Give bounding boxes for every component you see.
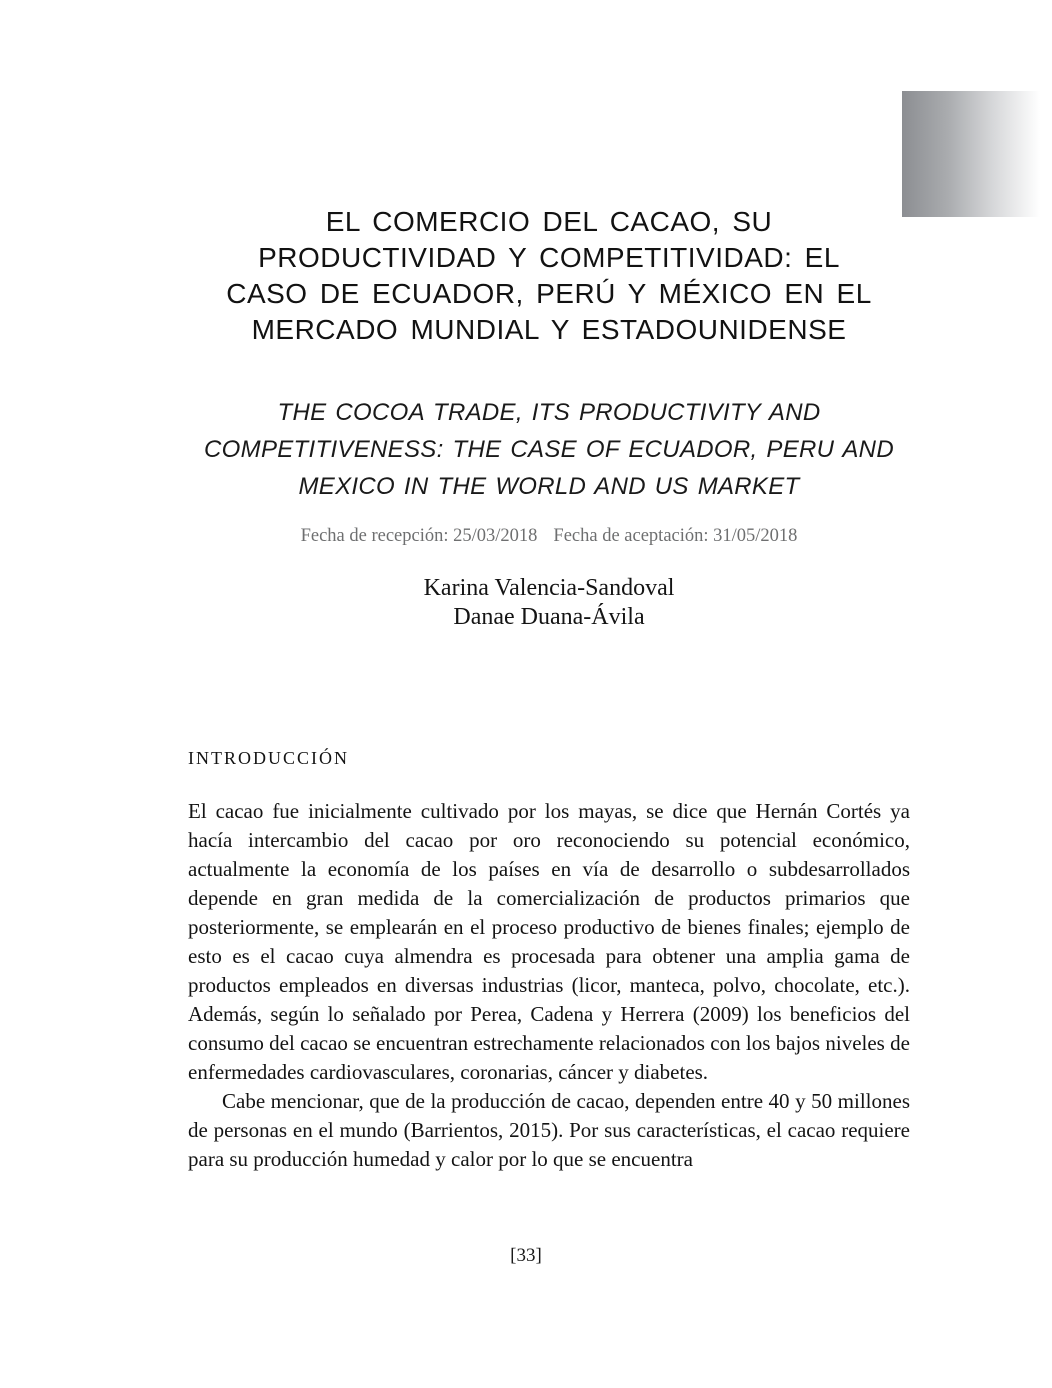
article-title-english xyxy=(188,394,910,505)
title-line: CASO DE ECUADOR, PERÚ Y MÉXICO EN EL xyxy=(226,278,872,309)
page-number: [33] xyxy=(510,1245,542,1266)
section-heading-introduction: INTRODUCCIÓN xyxy=(188,748,349,768)
dates-line xyxy=(188,523,910,549)
title-line: EL COMERCIO DEL CACAO, SU xyxy=(325,206,773,237)
reception-date: Fecha de recepción: 25/03/2018 xyxy=(300,526,538,546)
paragraph: El cacao fue inicialmente cultivado por los mayas, se dice que Hernán Cortés ya hacía intercambio del cacao por oro reconociendo su potencial económico, actualmente la economía de los países en vía de desarrollo o subdesarrollados depende en gran medida de la comercialización de productos primarios que posteriormente, se emplearán en el proceso productivo de bienes finales; ejemplo de esto es el cacao cuya almendra es procesada para obtener una amplia gama de productos empleados en diversas industrias (licor, manteca, polvo, chocolate, etc.). Además, según lo señalado por Perea, Cadena y Herrera (2009) los beneficios del consumo del cacao se encuentran estrechamente relacionados con los bajos niveles de enfermedades cardiovasculares, coronarias, cáncer y diabetes. xyxy=(188,799,910,1084)
corner-gradient-decoration xyxy=(902,91,1052,217)
author-name: Karina Valencia-Sandoval xyxy=(423,575,675,601)
subtitle-line: MEXICO IN THE WORLD AND US MARKET xyxy=(298,473,800,500)
authors-block xyxy=(188,574,910,632)
subtitle-line: THE COCOA TRADE, ITS PRODUCTIVITY AND xyxy=(277,399,821,426)
acceptance-date: Fecha de aceptación: 31/05/2018 xyxy=(553,526,798,546)
title-line: PRODUCTIVIDAD Y COMPETITIVIDAD: EL xyxy=(258,242,840,273)
subtitle-line: COMPETITIVENESS: THE CASE OF ECUADOR, PERU AND xyxy=(204,436,894,463)
title-line: MERCADO MUNDIAL Y ESTADOUNIDENSE xyxy=(251,314,847,345)
article-title-spanish xyxy=(188,204,910,348)
author-name: Danae Duana-Ávila xyxy=(453,604,645,630)
paragraph: Cabe mencionar, que de la producción de cacao, dependen entre 40 y 50 millones de personas en el mundo (Barrientos, 2015). Por sus características, el cacao requiere para su producción humedad y calor por lo que se encuentra xyxy=(188,1089,910,1171)
body-text xyxy=(188,797,910,1174)
